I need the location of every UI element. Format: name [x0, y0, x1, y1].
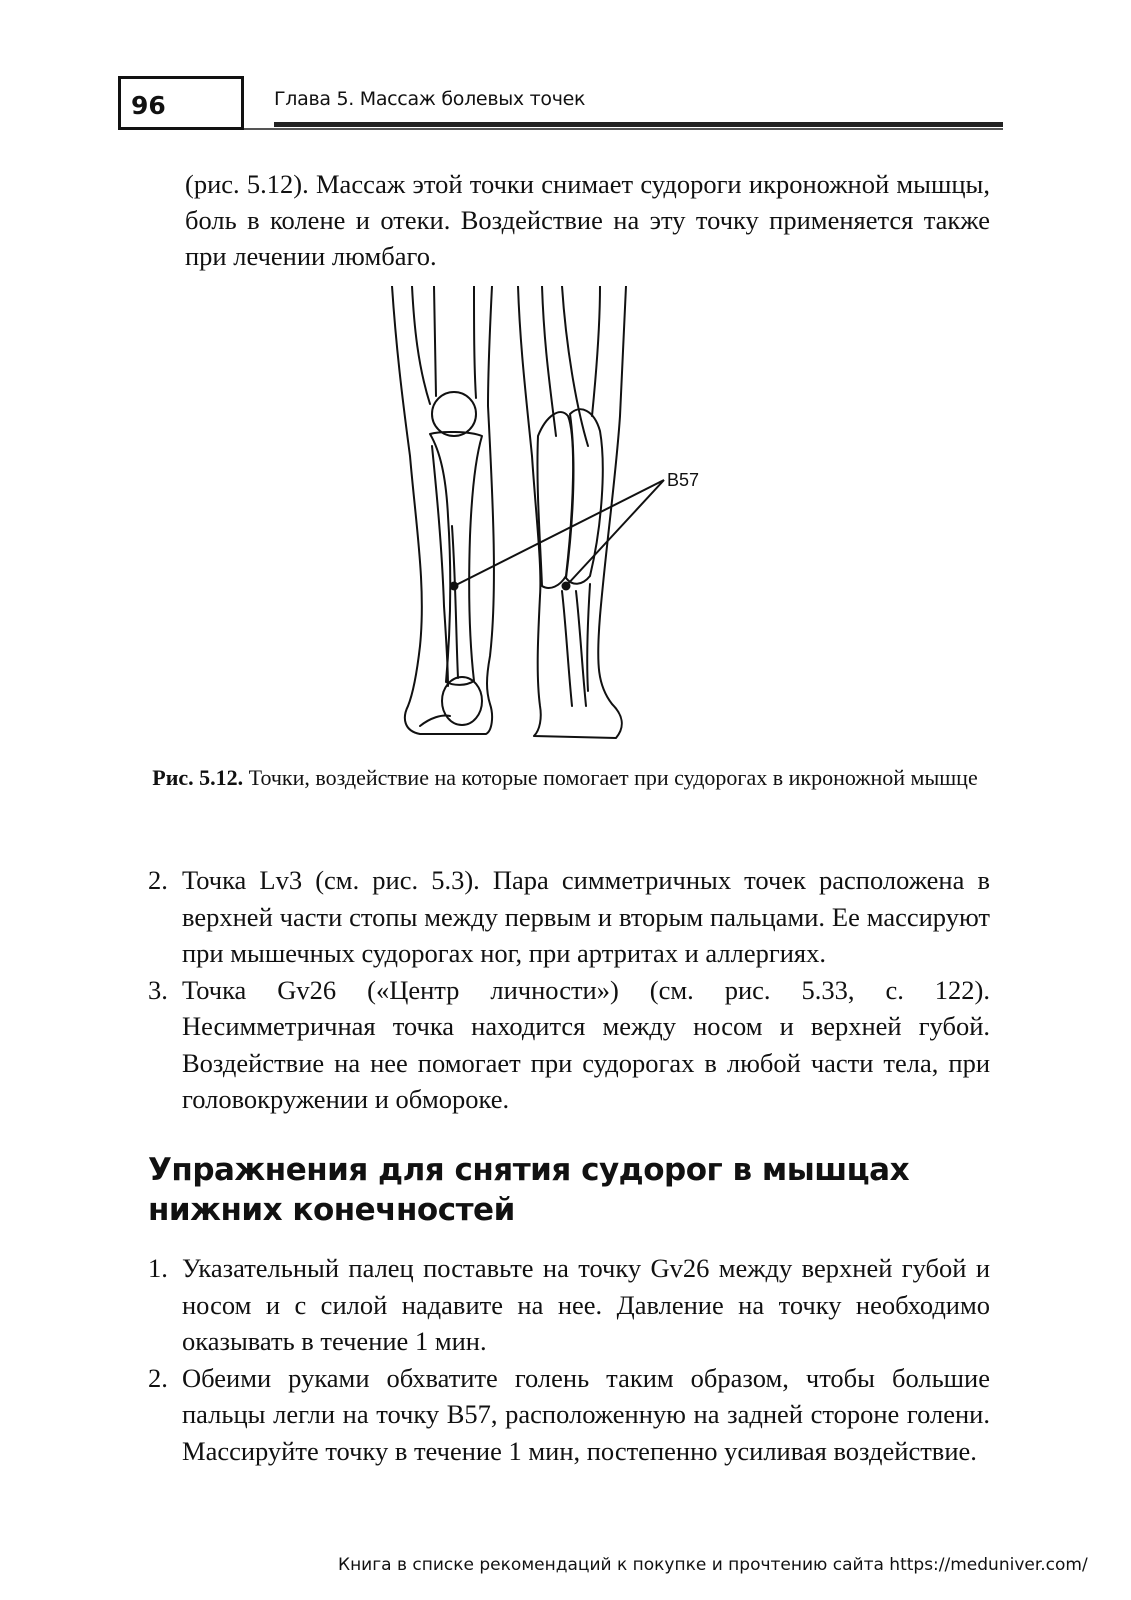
- b57-point-left: [450, 582, 459, 591]
- points-list: [148, 862, 990, 1118]
- list-item: [148, 1360, 990, 1470]
- section-heading: Упражнения для снятия судорог в мышцах нижних конечностей: [148, 1152, 910, 1228]
- list-item: [148, 862, 990, 972]
- chapter-title: Глава 5. Массаж болевых точек: [274, 88, 586, 110]
- b57-label: B57: [667, 470, 700, 490]
- list-item-text: Точка Lv3 (см. рис. 5.3). Пара симметричных точек расположена в верхней части стопы между первым и вторым пальцами. Ее массируют при мышечных судорогах ног, при артритах и аллергиях.: [182, 865, 990, 968]
- figure-caption: [150, 762, 980, 793]
- caption-prefix: Рис. 5.12.: [152, 765, 244, 790]
- header-rule: [274, 122, 1003, 127]
- list-item: [148, 972, 990, 1118]
- list-item-text: Обеими руками обхватите голень таким образом, чтобы большие пальцы легли на точку B57, расположенную на задней стороне голени. Массируйте точку в течение 1 мин, постепенно усиливая воздействие.: [182, 1362, 990, 1466]
- leg-anatomy-figure: [390, 286, 740, 756]
- header-rule-thin: [244, 128, 1003, 130]
- list-item-number: 2.: [148, 865, 168, 895]
- page-header: [118, 76, 1003, 136]
- list-item-number: 1.: [148, 1253, 168, 1283]
- page-number: 96: [118, 76, 244, 130]
- list-item-text: Указательный палец поставьте на точку Gv26 между верхней губой и носом и с силой надавите на нее. Давление на точку необходимо оказывать в течение 1 мин.: [182, 1253, 990, 1356]
- intro-paragraph: (рис. 5.12). Массаж этой точки снимает судороги икроножной мышцы, боль в колене и отеки. Воздействие на эту точку применяется также при лечении люмбаго.: [185, 169, 990, 271]
- list-item-number: 2.: [148, 1362, 168, 1393]
- b57-point-right: [562, 582, 571, 591]
- caption-text: Точки, воздействие на которые помогает при судорогах в икроножной мышце: [248, 765, 978, 790]
- leg-illustration: [390, 286, 740, 756]
- list-item-number: 3.: [148, 974, 168, 1005]
- exercises-list: [148, 1250, 990, 1469]
- list-item: [148, 1250, 990, 1360]
- footer-note: Книга в списке рекомендаций к покупке и прочтению сайта https://meduniver.com/: [338, 1555, 1088, 1575]
- list-item-text: Точка Gv26 («Центр личности») (см. рис. 5.33, с. 122). Несимметричная точка находится между носом и верхней губой. Воздействие на нее помогает при судорогах в любой части тела, при головокружении и обмороке.: [182, 974, 990, 1114]
